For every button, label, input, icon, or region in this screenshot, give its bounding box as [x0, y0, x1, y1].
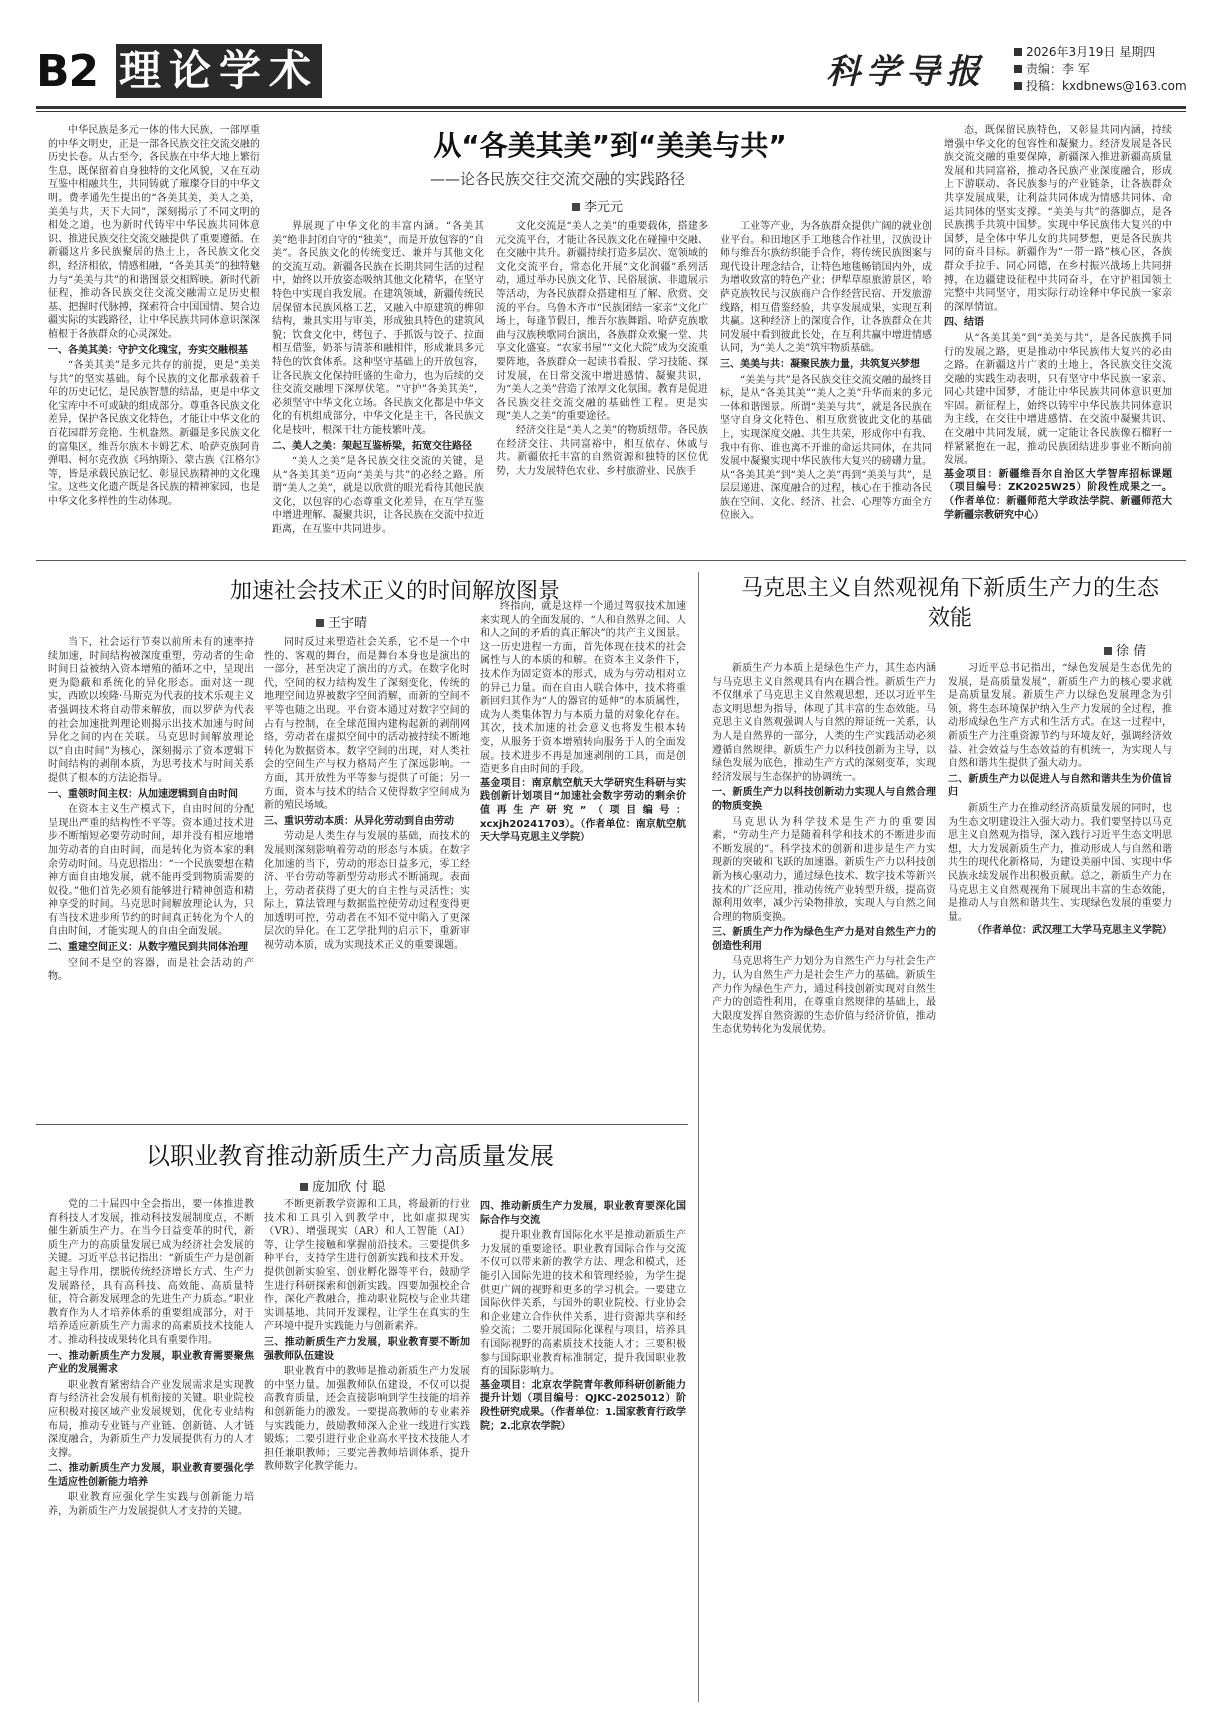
- paragraph: 当下，社会运行节奏以前所未有的速率持续加速，时间结构被深度重塑，劳动者的生命时间日益被纳入资本增殖的循环之中，呈现出更为隐蔽和系统化的异化形态。面对这一现实，西欧以埃隆·马斯克为代表的技术乐观主义者强调技术将自动带来解放，而以罗萨为代表的社会加速批判理论则揭示出技术加速与时间异化之间的内在关联。马克思时间解放理论以“自由时间”为核心，深刻揭示了资本逻辑下时间结构的剥削本质，为思考技术与时间关系提供了根本的方法论指导。: [48, 637, 254, 784]
- article4-column-2: [264, 1198, 470, 1702]
- paragraph: 文化交流是“美人之美”的重要载体，搭建多元交流平台，才能让各民族文化在碰撞中交融、在交融中共升。新疆持续打造多层次、宽领域的文化交流平台，常态化开展“文化润疆”系列活动，通过举办民族文化节、民俗展演、非遗展示等活动，为各民族群众搭建相互了解、欣赏、交流的平台。乌鲁木齐市“民族团结一家亲”文化广场上，每逢节假日，维吾尔族舞蹈、哈萨克族歌曲与汉族秧歌同台演出，各族群众欢聚一堂、共享文化盛宴。“农家书屋”“文化大院”成为交流重要阵地，各族群众一起读书看报、学习技能、探讨发展，在日常交流中增进感情、凝聚共识，为“美人之美”营造了浓厚文化氛围。教育是促进各民族交往交流交融的基础性工程。更是实现“美人之美”的重要途径。: [496, 221, 708, 423]
- paragraph: 空间不是空的容器，而是社会活动的产物。: [48, 957, 254, 983]
- article3-column-1: [712, 662, 936, 1702]
- article2-byline: [316, 612, 367, 631]
- masthead-info: [1014, 44, 1187, 95]
- paragraph: “美美与共”是各民族交往交流交融的最终目标，是从“各美其美”“美人之美”升华而来的多元一体和谐图景。所谓“美美与共”，就是各民族在坚守自身文化特色、相互欣赏彼此文化的基础上，实现深度交融、共生共荣，形成你中有我、我中有你、谁也离不开谁的命运共同体，在共同发展中凝聚实现中华民族伟大复兴的磅礴力量。从“各美其美”到“美人之美”再到“美美与共”，是层层递进、深度融合的过程，核心在于推动各民族在空间、文化、经济、社会、心理等方面全方位嵌入。: [720, 374, 932, 522]
- fund-note: 基金项目：北京农学院青年教师科研创新能力提升计划（项目编号：QJKC-2025012）阶段性研究成果。（作者单位：1.国家教育行政学院；2.北京农学院）: [480, 1379, 686, 1432]
- section-heading: 三、推动新质生产力发展，职业教育要不断加强教师队伍建设: [264, 1336, 470, 1362]
- bullet-square-icon: [1014, 48, 1022, 56]
- paragraph: 职业教育应强化学生实践与创新能力培养，为新质生产力发展提供人才支持的关键。: [48, 1492, 254, 1518]
- section-heading: 二、美人之美：架起互鉴桥梁，拓宽交往路径: [272, 440, 472, 452]
- article1-column-5: [944, 124, 1172, 552]
- article1-column-2: [272, 220, 484, 552]
- paragraph: 在资本主义生产模式下，自由时间的分配呈现出严重的结构性不平等。资本通过技术进步不断缩短必要劳动时间，却并没有相应地增加劳动者的自由时间，而是转化为资本家的剩余劳动时间。马克思指出：“一个民族要想在精神方面自由地发展，就不能再受到物质需要的奴役。”他们首先必须有能够进行精神创造和精神享受的时间。马克思时间解放理论认为，只有当技术进步所节约的时间真正转化为个人的自由时间，才能实现人的自由全面发展。: [48, 804, 254, 938]
- paragraph: 提升职业教育国际化水平是推动新质生产力发展的重要途径。职业教育国际合作与交流不仅可以带来新的教学方法、理念和模式，还能引入国际先进的技术和管理经验，为学生提供更广阔的视野和更多的学习机会。一要建立国际伙伴关系，与国外的职业院校、行业协会和企业建立合作伙伴关系，进行资源共享和经验交流；二要开展国际化课程与项目，培养具有国际视野的高素质技术技能人才；三要积极参与国际职业教育标准制定，提升我国职业教育的国际影响力。: [480, 1230, 686, 1378]
- section-heading: 二、推动新质生产力发展，职业教育要强化学生适应性创新能力培养: [48, 1463, 254, 1488]
- fund-note: 基金项目：南京航空航天大学研究生科研与实践创新计划项目“加速社会数字劳动的剩余价值再生产研究”（项目编号：xcxjh20241703）。（作者单位：南京航空航天大学马克思主义学院）: [480, 777, 686, 844]
- section-heading: 一、推动新质生产力发展，职业教育需要聚焦产业的发展需求: [48, 1350, 254, 1376]
- author-square-icon: [1104, 647, 1112, 655]
- article1-column-4: [720, 220, 932, 552]
- section-heading: 三、新质生产力作为绿色生产力是对自然生产力的创造性利用: [712, 927, 936, 952]
- author-square-icon: [316, 619, 324, 627]
- section-heading: 二、新质生产力以促进人与自然和谐共生为价值旨归: [948, 773, 1172, 799]
- article3-column-2: [948, 662, 1172, 1702]
- divider: [36, 1124, 688, 1125]
- article1-author: 李元元: [584, 200, 624, 215]
- column-divider: [698, 572, 699, 1702]
- paragraph: 中华民族是多元一体的伟大民族，一部厚重的中华文明史，正是一部各民族交往交流交融的历史长卷。从古至今，各民族在中华大地上繁衍生息，既保留着自身独特的文化风貌，又在互动互鉴中相融共生，共同铸就了璀璨夺目的中华文明。费孝通先生提出的“各美其美，美人之美，美美与共，天下大同”，深刻揭示了不同文明的相处之道，也为新时代铸牢中华民族共同体意识、推进民族交往交流交融提供了重要遵循。在新疆这片多民族聚居的热土上，各民族文化交织，经济相依，情感相融，“各美其美”的独特魅力与“美美与共”的和谐图景交相辉映。新时代新征程，推动各民族交往交流交融需立足历史根基、把握时代脉搏，探索符合中国国情、契合边疆实际的实践路径，让中华民族共同体意识深深植根于各族群众的心灵深处。: [48, 125, 260, 340]
- section-heading: 四、推动新质生产力发展，职业教育要深化国际合作与交流: [480, 1201, 686, 1226]
- paragraph: 经济交往是“美人之美”的物质纽带。各民族在经济交往、共同富裕中，相互依存、休戚与共。新疆依托丰富的自然资源和独特的区位优势，大力发展特色农业、乡村旅游业、民族手: [496, 424, 708, 477]
- article3-author: 徐 倩: [1116, 644, 1147, 659]
- paragraph: 马克思将生产力划分为自然生产力与社会生产力，认为自然生产力是社会生产力的基础。新质生产力作为绿色生产力，通过科技创新实现对自然生产力的创造性利用，在尊重自然规律的基础上，最大限度发挥自然资源的生态价值与经济价值，推动生态优势转化为发展优势。: [712, 956, 936, 1036]
- article3-byline: [1104, 640, 1146, 659]
- paragraph: “美人之美”是各民族交往交流的关键，是从“各美其美”迈向“美美与共”的必经之路。所谓“美人之美”，就是以欣赏的眼光看待其他民族文化，以包容的心态尊重文化差异，在互学互鉴中增进理解、凝聚共识，让各民族在交流中拉近距离，在互鉴中共同进步。: [272, 456, 484, 536]
- section-heading: 一、重领时间主权：从加速逻辑到自由时间: [48, 788, 238, 800]
- section-heading: 二、重建空间正义：从数字殖民到共同体治理: [48, 942, 248, 954]
- paragraph: 职业教育中的教师是推动新质生产力发展的中坚力量。加强教师队伍建设，不仅可以提高教育质量，还会直接影响到学生技能的培养和创新能力的激发。一要提高教师的专业素养与实践能力，鼓励教师深入企业一线进行实践锻炼；二要引进行业企业高水平技术技能人才担任兼职教师；三要完善教师培训体系，提升教师数字化教学能力。: [264, 1366, 470, 1473]
- paragraph: 新质生产力本质上是绿色生产力，其生态内涵与马克思主义自然观具有内在耦合性。新质生产力不仅继承了马克思主义自然观思想，还以习近平生态文明思想为指导，体现了其丰富的生态效能。马克思主义自然观强调人与自然的辩证统一关系，认为人是自然界的一部分，人类的生产实践活动必须遵循自然规律。新质生产力以科技创新为主导，以绿色发展为底色，推动生产方式的深刻变革，实现经济发展与生态保护的协调统一。: [712, 663, 936, 783]
- article2-column-3: [480, 600, 686, 1116]
- article4-title: 以职业教育推动新质生产力高质量发展: [146, 1142, 554, 1170]
- author-square-icon: [300, 1183, 308, 1191]
- paragraph: 界展现了中华文化的丰富内涵。“各美其美”绝非封闭自守的“独美”，而是开放包容的“自美”。各民族文化的传统变迁、兼并与其他文化的交流互动。新疆各民族在长期共同生活的过程中，始终以开放姿态吸纳其他文化精华，在坚守特色中实现自我发展。在建筑领域，新疆传统民居保留本民族风格工艺，又融入中原建筑的榫卯结构，兼具实用与审美，形成独具特色的建筑风貌；饮食文化中，烤包子、手抓饭与饺子、拉面相互借鉴，奶茶与清茶和融相伴，形成兼具多元特色的饮食体系。这种坚守基础上的开放包容，让各民族文化保持旺盛的生命力，也为后续的交往交流交融埋下深厚伏笔。“守护”各美其美”，必须坚守中华文化立场。各民族文化都是中华文化的有机组成部分，中华文化是主干，各民族文化是枝叶，根深干壮方能枝繁叶茂。: [272, 221, 484, 436]
- paragraph: 党的二十届四中全会指出，要一体推进教育科技人才发展，推动科技发展制度点，不断催生新质生产力。在当今日益变革的时代，新质生产力的高质量发展已成为经济社会发展的关键。习近平总书记指出：“新质生产力是创新起主导作用，摆脱传统经济增长方式、生产力发展路径，具有高科技、高效能、高质量特征，符合新发展理念的先进生产力质态。”职业教育作为人才培养体系的重要组成部分，对于培养适应新质生产力需求的高素质技术技能人才、推动科技成果转化具有重要作用。: [48, 1199, 254, 1346]
- article1-subtitle: ——论各民族交往交流交融的实践路径: [430, 170, 686, 188]
- fund-note: （作者单位：武汉理工大学马克思主义学院）: [972, 925, 1172, 937]
- paragraph: 不断更新教学资源和工具，将最新的行业技术和工具引入到教学中，比如虚拟现实（VR）、增强现实（AR）和人工智能（AI）等，让学生接触和掌握前沿技术。三要提供多种平台，支持学生进行创新实践和技术开发。提供创新实验室、创业孵化器等平台，鼓励学生进行科研探索和创新实践。四要加强校企合作，深化产教融合，推动职业院校与企业共建实训基地、共同开发课程，让学生在真实的生产环境中提升实践能力与创新素养。: [264, 1199, 470, 1333]
- section-heading: 一、新质生产力以科技创新动力实现人与自然合理的物质变换: [712, 787, 936, 812]
- article2-column-1: [48, 636, 254, 1116]
- article4-column-3: [480, 1198, 686, 1702]
- article2-author: 王宇晴: [328, 616, 368, 631]
- divider: [36, 560, 1186, 561]
- paragraph: 职业教育紧密结合产业发展需求是实现教育与经济社会发展有机衔接的关键。职业院校应积极对接区域产业发展规划，优化专业结构布局，推动专业链与产业链、创新链、人才链深度融合，为新质生产力发展提供有力的人才支撑。: [48, 1379, 254, 1459]
- masthead-rule: [36, 106, 1186, 109]
- article4-author: 庞加欣 付 聪: [312, 1180, 386, 1195]
- page-number: B2: [36, 46, 99, 97]
- issue-date: 2026年3月19日 星期四: [1026, 45, 1156, 59]
- article1-byline: [572, 196, 623, 215]
- submission-email: 投稿：kxdbnews@163.com: [1026, 79, 1187, 93]
- paragraph: 劳动是人类生存与发展的基础，而技术的发展则深刻影响着劳动的形态与本质。在数字化加速的当下，劳动的形态日益多元，零工经济、平台劳动等新型劳动形式不断涌现。表面上，劳动者获得了更大的自主性与灵活性；实际上，算法管理与数据监控使劳动过程变得更加透明可控，劳动者在不知不觉中陷入了更深层次的异化。在工艺学批判的启示下，重新审视劳动本质，成为实现技术正义的重要课题。: [264, 831, 470, 952]
- fund-note: 基金项目：新疆维吾尔自治区大学智库招标课题（项目编号：ZK2025W25）阶段性成果之一。（作者单位：新疆师范大学政法学院、新疆师范大学新疆宗教研究中心）: [944, 468, 1172, 521]
- article3-title: 马克思主义自然观视角下新质生产力的生态效能: [740, 576, 1159, 631]
- author-square-icon: [572, 203, 580, 211]
- section-heading: 一、各美其美：守护文化瑰宝，夯实交融根基: [48, 344, 248, 356]
- article1-column-1: [48, 124, 260, 552]
- paragraph: 同时反过来塑造社会关系，它不是一个中性的、客观的舞台，而是舞台本身也是演出的一部分，甚至决定了演出的方式。在数字化时代，空间的权力结构发生了深刻变化，传统的地理空间边界被数字空间消解，而新的空间不平等也随之出现。平台资本通过对数字空间的占有与控制，在全球范围内建构起新的剥削网络，劳动者在虚拟空间中的活动被持续不断地转化为数据资本。数字空间的出现，对人类社会的空间生产与权力格局产生了深远影响。一方面，其开放性为平等参与提供了可能；另一方面，资本与技术的结合又使得数字空间成为新的殖民场域。: [264, 637, 470, 812]
- masthead-rule-thin: [36, 111, 1186, 112]
- paragraph: 从“各美其美”到“美美与共”，是各民族携手同行的发展之路，更是推动中华民族伟大复兴的必由之路。在新疆这片广袤的土地上，各民族交往交流交融的实践生动表明，只有坚守中华民族一家亲、同心共建中国梦，才能让中华民族共同体意识更加牢固。新征程上，始终以铸牢中华民族共同体意识为主线，在交往中增进感情、在交流中凝聚共识、在交融中共同发展，就一定能让各民族像石榴籽一样紧紧抱在一起，推动民族团结进步事业不断向前发展。: [944, 332, 1172, 467]
- editor-credit: 责编：李 军: [1026, 62, 1090, 76]
- section-rubric: 理论学术: [116, 44, 322, 98]
- section-heading: 三、重识劳动本质：从异化劳动到自由劳动: [264, 815, 454, 827]
- article4-column-1: [48, 1198, 254, 1702]
- bullet-square-icon: [1014, 65, 1022, 73]
- article1-column-3: [496, 220, 708, 552]
- paragraph: 终指向，就是这样一个通过驾驭技术加速来实现人的全面发展的、“人和自然界之间、人和人之间的矛盾的真正解决”的共产主义图景。这一历史进程一方面，首先体现在技术的社会属性与人的本质的和解。在资本主义条件下，技术作为固定资本的形式，成为与劳动相对立的异己力量。而在自由人联合体中，技术将重新回归其作为“人的器官的延伸”的本质属性，成为人类集体智力与本质力量的对象化存在。其次，技术加速的社会意义也将发生根本转变，从服务于资本增殖转向服务于人的全面发展。技术进步不再是加速剥削的工具，而是创造更多自由时间的手段。: [480, 601, 686, 776]
- section-heading: 三、美美与共：凝聚民族力量，共筑复兴梦想: [720, 358, 920, 370]
- paragraph: 习近平总书记指出，“绿色发展是生态优先的发展，是高质量发展”，新质生产力的核心要求就是高质量发展。新质生产力以绿色发展理念为引领，将生态环境保护纳入生产力发展的全过程，推动形成绿色生产方式和生活方式。在这一过程中，新质生产力注重资源节约与环境友好，强调经济效益、社会效益与生态效益的有机统一，为实现人与自然和谐共生提供了强大动力。: [948, 663, 1172, 770]
- article2-title: 加速社会技术正义的时间解放图景: [229, 579, 560, 604]
- article2-column-2: [264, 636, 470, 1116]
- paragraph: 工业等产业，为各族群众提供广阔的就业创业平台。和田地区手工地毯合作社里，汉族设计师与维吾尔族纺织能手合作，将传统民族图案与现代设计理念结合，让特色地毯畅销国内外，成为增收致富的特色产业；伊犁草原旅游景区，哈萨克族牧民与汉族商户合作经营民宿、开发旅游线路，相互借鉴经验，共享发展成果，实现互利共赢。这种经济上的深度合作，让各族群众在共同发展中看到彼此长处，在互利共赢中增进情感认同，为“美人之美”筑牢物质基础。: [720, 221, 932, 355]
- article4-byline: [300, 1176, 385, 1195]
- paragraph: 新质生产力在推动经济高质量发展的同时，也为生态文明建设注入强大动力。我们要坚持以马克思主义自然观为指导，深入践行习近平生态文明思想，大力发展新质生产力，推动形成人与自然和谐共生的现代化新格局，为建设美丽中国、实现中华民族永续发展作出积极贡献。总之，新质生产力在马克思主义自然观视角下展现出丰富的生态效能，是推动人与自然和谐共生、实现绿色发展的重要力量。: [948, 802, 1172, 923]
- paragraph: “各美其美”是多元共存的前提，更是“美美与共”的坚实基础。每个民族的文化都承载着千年的历史记忆，是民族智慧的结晶，更是中华文化宝库中不可或缺的组成部分。尊重各民族文化差异，保护各民族文化特色，才能让中华文化的百花园群芳竞艳、生机盎然。新疆是多民族文化的富集区，维吾尔族木卡姆艺术、哈萨克族阿肯弹唱、柯尔克孜族《玛纳斯》、蒙古族《江格尔》等，皆是承载民族记忆、彰显民族精神的文化瑰宝。这些文化遗产既是各民族的精神家园，也是中华文化多样性的生动体现。: [48, 360, 260, 508]
- article1-title: 从“各美其美”到“美美与共”: [433, 129, 787, 162]
- paragraph: 态，既保留民族特色，又彰显共同内涵，持续增强中华文化的包容性和凝聚力。经济发展是各民族交流交融的重要保障，新疆深入推进新疆高质量发展和共同富裕，推动各民族产业深度融合，形成上下游联动、各民族参与的产业链条，让各族群众共享发展成果，让利益共同体成为情感共同体、命运共同体的坚实支撑。“美美与共”的落脚点，是各民族携手共筑中国梦。实现中华民族伟大复兴的中国梦，是全体中华儿女的共同梦想，更是各民族共同的奋斗目标。新疆作为“一带一路”核心区，各族群众手拉手、同心同德，在乡村振兴战场上共同拼搏，在边疆建设征程中共同奋斗，在守护祖国领土完整中共同坚守，用实际行动诠释中华民族一家亲的深厚情谊。: [944, 125, 1172, 313]
- newspaper-logo: 科学导报: [826, 52, 986, 92]
- section-heading: 四、结语: [944, 317, 984, 329]
- paragraph: 马克思认为科学技术是生产力的重要因素，“劳动生产力是随着科学和技术的不断进步而不断发展的”。科学技术的创新和进步是生产力实现新的突破和飞跃的加速器。新质生产力以科技创新为核心驱动力，通过绿色技术、数字技术等新兴技术的广泛应用，推动传统产业转型升级，提高资源利用效率，减少污染物排放，实现人与自然之间合理的物质变换。: [712, 816, 936, 923]
- bullet-square-icon: [1014, 82, 1022, 90]
